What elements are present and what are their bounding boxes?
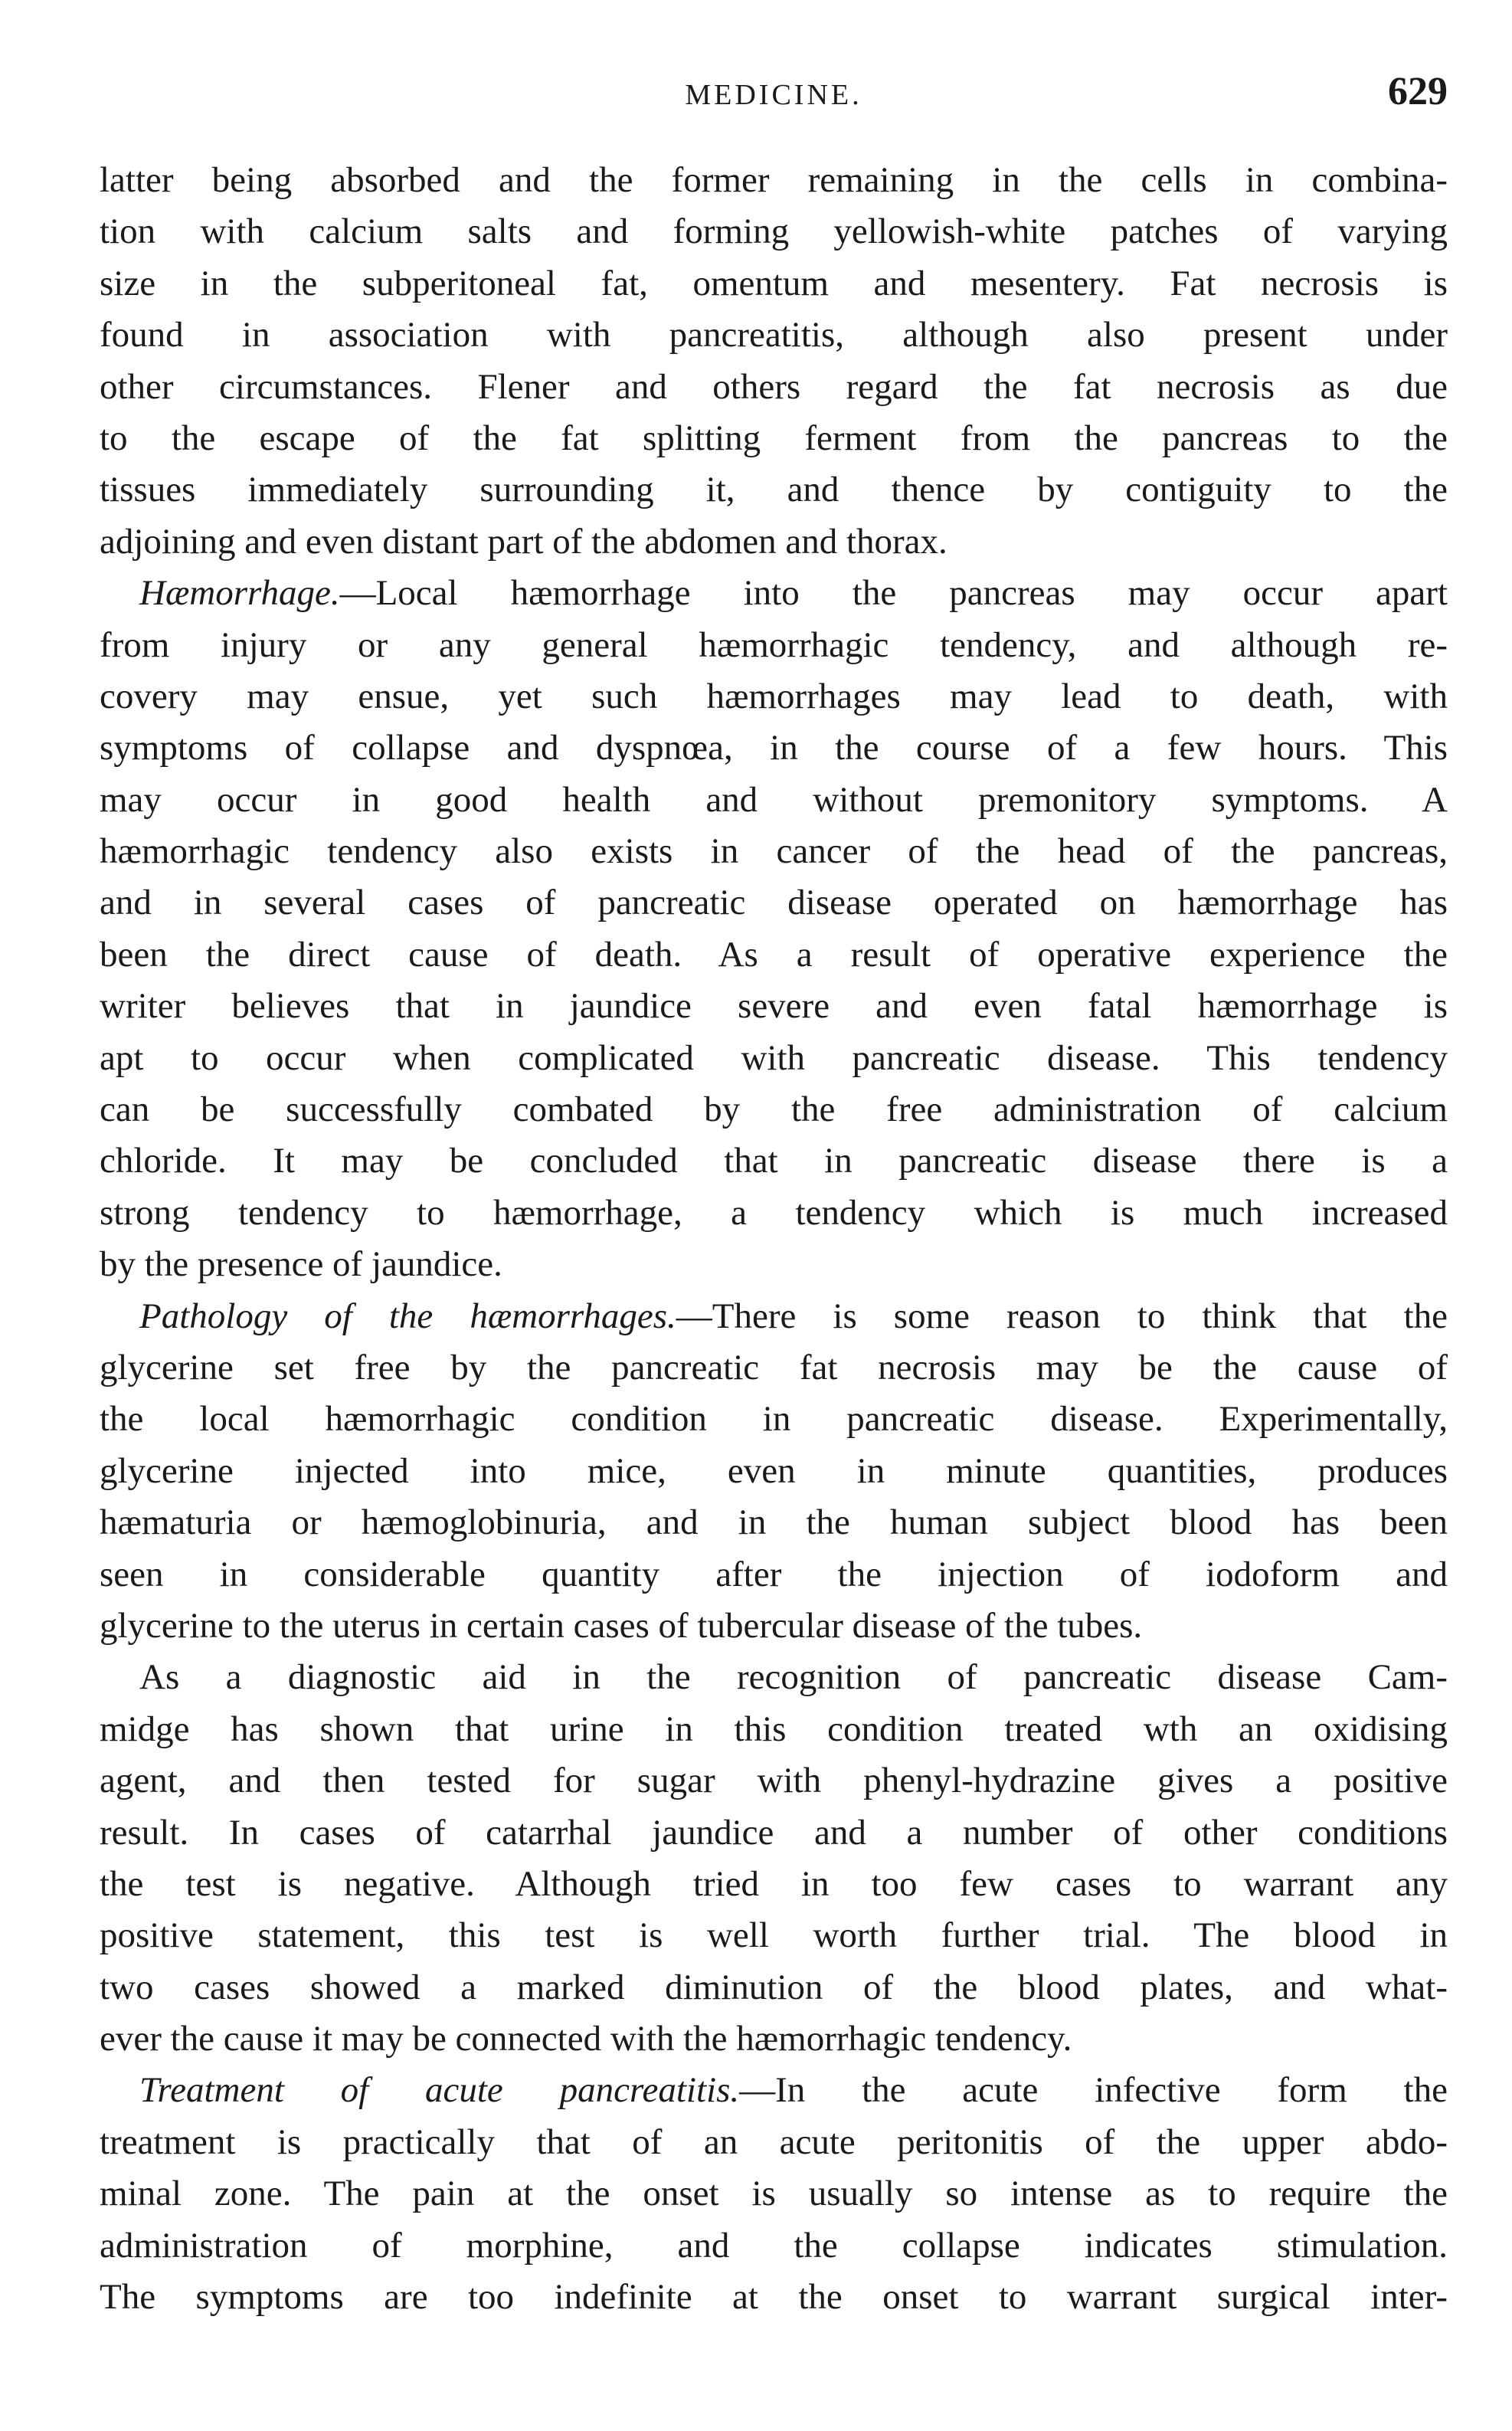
- text-line: apt to occur when complicated with pancreatic disease. This tendency: [100, 1037, 1448, 1078]
- text-line: been the direct cause of death. As a result of operative experience the: [100, 934, 1448, 975]
- section-heading-treatment: Treatment of acute pancreatitis.: [139, 2070, 740, 2111]
- text-line: administration of morphine, and the collapse indicates stimulation.: [100, 2225, 1448, 2266]
- section-heading-pathology: Pathology of the hæmorrhages.: [139, 1296, 676, 1336]
- text-line: adjoining and even distant part of the abdomen and thorax.: [100, 521, 947, 562]
- text-line: other circumstances. Flener and others regard the fat necrosis as due: [100, 366, 1448, 407]
- body-text: [100, 155, 1448, 2323]
- text-line: writer believes that in jaundice severe and even fatal hæmorrhage is: [100, 986, 1448, 1027]
- text-line: hæmorrhagic tendency also exists in cancer of the head of the pancreas,: [100, 831, 1448, 872]
- text-line: symptoms of collapse and dyspnœa, in the course of a few hours. This: [100, 728, 1448, 768]
- text-line: the local hæmorrhagic condition in pancreatic disease. Experimentally,: [100, 1399, 1448, 1440]
- text-line: midge has shown that urine in this condition treated wth an oxidising: [100, 1709, 1448, 1749]
- text-line: minal zone. The pain at the onset is usually so intense as to require the: [100, 2174, 1448, 2214]
- section-heading-line: [100, 2065, 1448, 2116]
- text-run: —There is some reason to think that the: [676, 1296, 1448, 1336]
- text-line: to the escape of the fat splitting ferment from the pancreas to the: [100, 418, 1448, 458]
- text-line: found in association with pancreatitis, although also present under: [100, 315, 1448, 355]
- page-number: 629: [1388, 70, 1448, 113]
- text-line: the test is negative. Although tried in too few cases to warrant any: [100, 1863, 1448, 1904]
- text-line: glycerine set free by the pancreatic fat necrosis may be the cause of: [100, 1347, 1448, 1388]
- text-line: can be successfully combated by the free administration of calcium: [100, 1089, 1448, 1130]
- text-line: strong tendency to hæmorrhage, a tendency which is much increased: [100, 1192, 1448, 1233]
- text-line: tissues immediately surrounding it, and thence by contiguity to the: [100, 470, 1448, 510]
- text-line: size in the subperitoneal fat, omentum and mesentery. Fat necrosis is: [100, 263, 1448, 303]
- text-line: positive statement, this test is well worth further trial. The blood in: [100, 1915, 1448, 1956]
- text-run: —In the acute infective form the: [739, 2070, 1448, 2111]
- text-line: glycerine injected into mice, even in minute quantities, produces: [100, 1450, 1448, 1491]
- text-line: from injury or any general hæmorrhagic tendency, and although re-: [100, 624, 1448, 665]
- running-title: MEDICINE.: [685, 79, 862, 111]
- text-run: —Local hæmorrhage into the pancreas may occur apart: [339, 573, 1448, 614]
- text-line: The symptoms are too indefinite at the onset to warrant surgical inter-: [100, 2277, 1448, 2318]
- text-line: covery may ensue, yet such hæmorrhages may lead to death, with: [100, 676, 1448, 716]
- text-line: and in several cases of pancreatic disease operated on hæmorrhage has: [100, 883, 1448, 923]
- section-heading-haemorrhage: Hæmorrhage.: [139, 573, 340, 614]
- text-line: result. In cases of catarrhal jaundice and a number of other conditions: [100, 1812, 1448, 1853]
- text-line: chloride. It may be concluded that in pancreatic disease there is a: [100, 1141, 1448, 1181]
- text-line: As a diagnostic aid in the recognition of pancreatic disease Cam-: [139, 1657, 1448, 1698]
- text-line: agent, and then tested for sugar with phenyl-hydrazine gives a positive: [100, 1761, 1448, 1801]
- text-line: by the presence of jaundice.: [100, 1244, 502, 1285]
- text-line: seen in considerable quantity after the injection of iodoform and: [100, 1554, 1448, 1594]
- book-page: [100, 69, 1448, 2323]
- text-line: may occur in good health and without premonitory symptoms. A: [100, 779, 1448, 820]
- text-line: hæmaturia or hæmoglobinuria, and in the human subject blood has been: [100, 1502, 1448, 1543]
- text-line: two cases showed a marked diminution of the blood plates, and what-: [100, 1967, 1448, 2007]
- text-line: glycerine to the uterus in certain cases of tubercular disease of the tubes.: [100, 1605, 1143, 1646]
- text-line: treatment is practically that of an acute peritonitis of the upper abdo-: [100, 2121, 1448, 2162]
- text-line: tion with calcium salts and forming yellowish-white patches of varying: [100, 211, 1448, 252]
- page-header: [100, 69, 1448, 130]
- section-heading-line: [100, 568, 1448, 619]
- text-line: ever the cause it may be connected with the hæmorrhagic tendency.: [100, 2019, 1072, 2059]
- text-line: latter being absorbed and the former remaining in the cells in combina-: [100, 160, 1448, 200]
- section-heading-line: [100, 1291, 1448, 1342]
